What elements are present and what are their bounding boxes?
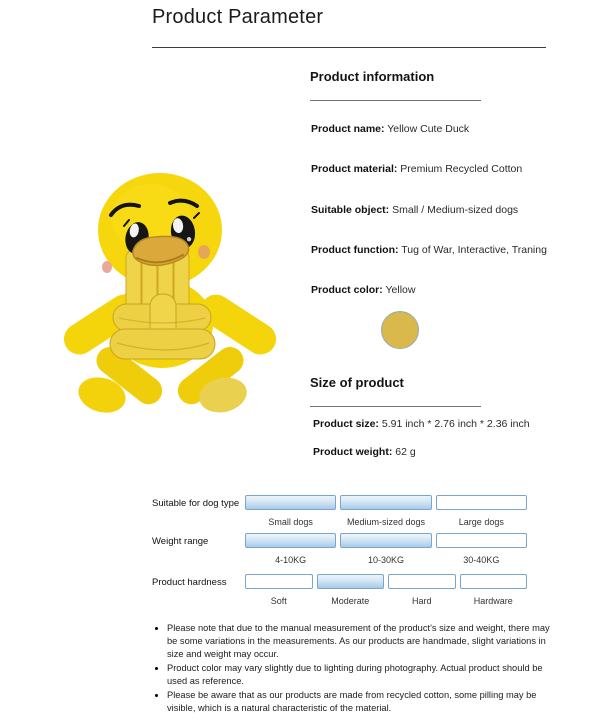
spec-bar	[340, 495, 431, 510]
notes-section	[150, 622, 558, 716]
product-color-swatch	[381, 311, 419, 349]
size-value: 62 g	[395, 446, 416, 458]
spec-bar-caption: Soft	[270, 596, 287, 606]
info-label: Product color:	[311, 284, 383, 296]
info-label: Product name:	[311, 123, 385, 135]
spec-segment	[460, 574, 528, 606]
spec-bar-caption: Moderate	[331, 596, 370, 606]
info-value: Small / Medium-sized dogs	[392, 204, 519, 216]
info-value: Yellow Cute Duck	[387, 123, 470, 135]
spec-bar-caption: Large dogs	[458, 517, 504, 527]
note-item: • Product color may vary slightly due to lighting during photography. Actual product should be used as reference.	[167, 662, 558, 688]
size-heading-rule	[310, 406, 481, 407]
info-label: Product function:	[311, 244, 399, 256]
spec-segment	[245, 533, 336, 565]
page-title: Product Parameter	[152, 6, 324, 28]
info-label: Product material:	[311, 163, 398, 175]
notes-list	[150, 622, 558, 715]
info-section-heading: Product information	[310, 69, 435, 84]
info-value: Yellow	[385, 284, 416, 296]
size-row-product-size	[313, 418, 601, 430]
spec-segment	[245, 495, 336, 527]
spec-segment	[340, 533, 431, 565]
spec-row-weight-range	[152, 533, 527, 565]
spec-row-dog-type	[152, 495, 527, 527]
spec-segment	[388, 574, 456, 606]
spec-bar	[245, 495, 336, 510]
info-row-product-name	[311, 123, 599, 135]
spec-row-label: Suitable for dog type	[152, 498, 240, 509]
spec-segment	[436, 533, 527, 565]
spec-segment	[245, 574, 313, 606]
info-row-product-function	[311, 244, 599, 256]
note-item: • Please note that due to the manual measurement of the product's size and weight, there may be some variations in the measurements. As our products are handmade, slight variations in size and weight may occur.	[167, 622, 558, 661]
spec-bar-caption: Hard	[411, 596, 432, 606]
product-photo-duck	[55, 168, 285, 420]
spec-bar	[245, 533, 336, 548]
spec-bar	[388, 574, 456, 589]
spec-bar	[245, 574, 313, 589]
size-label: Product weight:	[313, 446, 393, 458]
info-row-suitable-object	[311, 204, 599, 216]
spec-segment	[317, 574, 385, 606]
title-divider	[152, 47, 546, 48]
spec-bar	[436, 495, 527, 510]
spec-segments	[245, 495, 527, 527]
info-value: Tug of War, Interactive, Traning	[401, 244, 547, 256]
info-label: Suitable object:	[311, 204, 390, 216]
spec-row-label: Weight range	[152, 536, 209, 547]
spec-bar-caption: 10-30KG	[367, 555, 404, 565]
size-value: 5.91 inch * 2.76 inch * 2.36 inch	[381, 418, 530, 430]
spec-bar-caption: Small dogs	[268, 517, 313, 527]
spec-segments	[245, 533, 527, 565]
info-heading-rule	[310, 100, 481, 101]
spec-segments	[245, 574, 527, 606]
spec-bar	[436, 533, 527, 548]
size-label: Product size:	[313, 418, 379, 430]
spec-bar	[340, 533, 431, 548]
info-row-product-material	[311, 163, 599, 175]
spec-bar-caption: Hardware	[473, 596, 513, 606]
spec-bar-caption: Medium-sized dogs	[346, 517, 426, 527]
duck-plush-illustration	[55, 168, 285, 420]
info-row-product-color	[311, 284, 599, 296]
spec-segment	[436, 495, 527, 527]
spec-bar-caption: 30-40KG	[463, 555, 500, 565]
spec-bar-caption: 4-10KG	[275, 555, 307, 565]
spec-bar	[460, 574, 528, 589]
spec-row-product-hardness	[152, 574, 527, 606]
info-value: Premium Recycled Cotton	[400, 163, 523, 175]
note-item: • Please be aware that as our products are made from recycled cotton, some pilling may be visible, which is a natural characteristic of the material.	[167, 689, 558, 715]
size-row-product-weight	[313, 446, 601, 458]
spec-segment	[340, 495, 431, 527]
spec-bar	[317, 574, 385, 589]
spec-row-label: Product hardness	[152, 577, 227, 588]
size-section-heading: Size of product	[310, 375, 404, 390]
